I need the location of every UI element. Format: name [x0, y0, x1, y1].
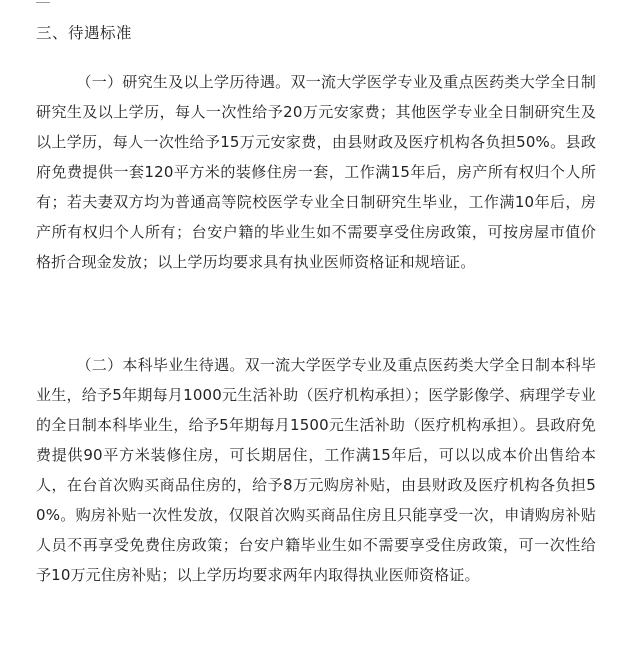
section-title: 三、待遇标准	[36, 24, 133, 42]
paragraph-graduate-benefits: （一）研究生及以上学历待遇。双一流大学医学专业及重点医药类大学全日制研究生及以上学历，每人一次性给予20万元安家费；其他医学专业全日制研究生及以上学历，每人一次性给予15万元安家费，由县财政及医疗机构各负担50%。县政府免费提供一套120平方米的装修住房一套，工作满15年后，房产所有权归个人所有；若夫妻双方均为普通高等院校医学专业全日制研究生毕业，工作满10年后，房产所有权归个人所有；台安户籍的毕业生如不需要享受住房政策，可按房屋市值价格折合现金发放；以上学历均要求具有执业医师资格证和规培证。	[36, 73, 596, 271]
cropped-line-mark	[36, 0, 50, 3]
paragraph-undergraduate-benefits: （二）本科毕业生待遇。双一流大学医学专业及重点医药类大学全日制本科毕业生，给予5年期每月1000元生活补助（医疗机构承担）；医学影像学、病理学专业的全日制本科毕业生，给予5年期每月1500元生活补助（医疗机构承担）。县政府免费提供90平方米装修住房，可长期居住，工作满15年后，可以以成本价出售给本人，在台首次购买商品住房的，给予8万元购房补贴，由县财政及医疗机构各负担50%。购房补贴一次性发放，仅限首次购买商品住房且只能享受一次，申请购房补贴人员不再享受免费住房政策；台安户籍毕业生如不需要享受住房政策，可一次性给予10万元住房补贴；以上学历均要求两年内取得执业医师资格证。	[36, 356, 596, 584]
